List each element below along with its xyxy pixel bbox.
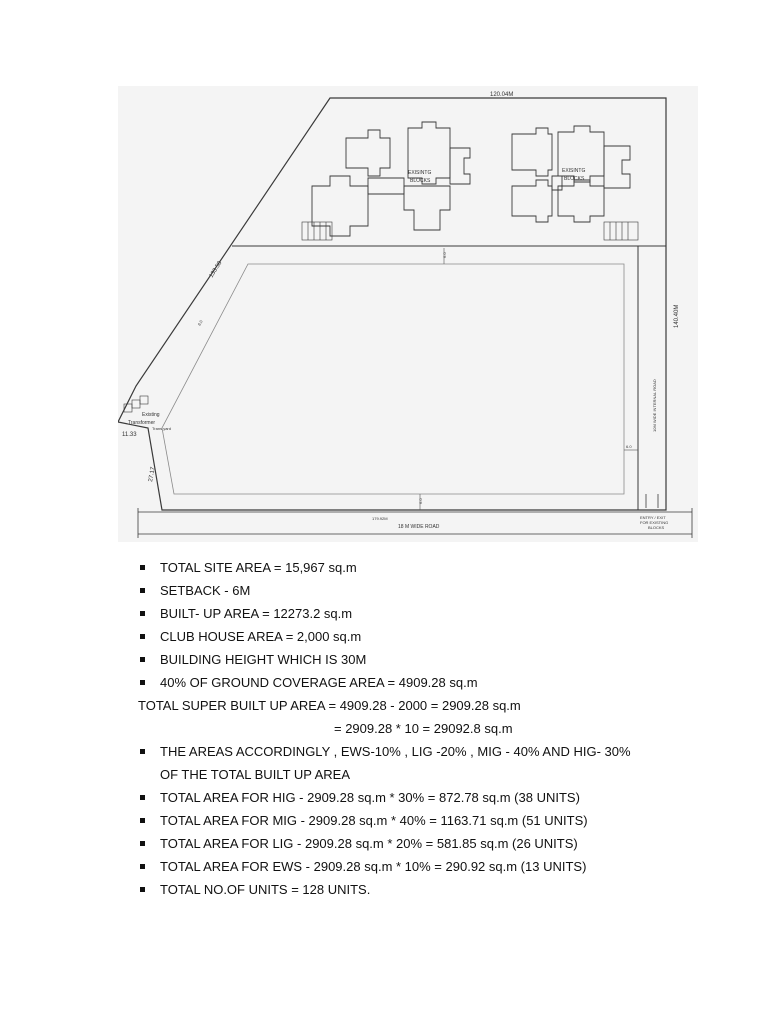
bottom-label: 179.92M (372, 516, 388, 521)
site-boundary (118, 98, 666, 510)
site-plan-svg (118, 86, 698, 542)
units-item: TOTAL NO.OF UNITS = 128 UNITS. (138, 878, 698, 901)
existing-blocks-right-label-2: BLOCKS (564, 176, 585, 182)
diag-label: 133.50 (208, 260, 224, 280)
right-label: 140.40M (674, 304, 680, 328)
stair-right (604, 222, 638, 240)
left-small-label: 11.33 (122, 432, 137, 438)
site-plan-drawing (118, 86, 698, 542)
hig-item: TOTAL AREA FOR HIG - 2909.28 sq.m * 30% = 872.78 sq.m (38 UNITS) (138, 786, 698, 809)
transformer-label-2: Transformer (128, 420, 156, 426)
specs-list (138, 556, 698, 901)
entry-label-3: BLOCKS (648, 525, 665, 530)
existing-blocks-right (512, 126, 630, 222)
site-area-item: TOTAL SITE AREA = 15,967 sq.m (138, 556, 698, 579)
club-house-item: CLUB HOUSE AREA = 2,000 sq.m (138, 625, 698, 648)
setback-label-bottom: 6.0 (418, 498, 423, 504)
setback-item: SETBACK - 6M (138, 579, 698, 602)
transformer-small-label: Trans yard (152, 426, 171, 431)
built-up-item: BUILT- UP AREA = 12273.2 sq.m (138, 602, 698, 625)
mig-item: TOTAL AREA FOR MIG - 2909.28 sq.m * 40% = 1163.71 sq.m (51 UNITS) (138, 809, 698, 832)
stair-left (302, 222, 332, 240)
areas-item-continued: OF THE TOTAL BUILT UP AREA (160, 767, 351, 782)
existing-blocks-right-label-1: EXISINTG (562, 168, 586, 174)
setback-label-top: 6.0 (442, 252, 447, 258)
existing-blocks-left (312, 122, 470, 236)
coverage-item: 40% OF GROUND COVERAGE AREA = 4909.28 sq.m (138, 671, 698, 694)
ews-item: TOTAL AREA FOR EWS - 2909.28 sq.m * 10% = 290.92 sq.m (13 UNITS) (138, 855, 698, 878)
top-width-label: 120.04M (490, 92, 514, 98)
setback-boundary (162, 264, 624, 494)
left-label: 27.17 (148, 466, 157, 483)
areas-item: THE AREAS ACCORDINGLY , EWS-10% , LIG -20% , MIG - 40% AND HIG- 30% (138, 740, 698, 763)
road-label: 18 M WIDE ROAD (398, 524, 440, 530)
super-built-calc-line: = 2909.28 * 10 = 29092.8 sq.m (334, 721, 513, 736)
existing-blocks-left-label-2: BLOCKS (410, 178, 431, 184)
super-built-line: TOTAL SUPER BUILT UP AREA = 4909.28 - 2000 = 2909.28 sq.m (138, 698, 521, 713)
entry-label-1: ENTRY / EXIT (640, 515, 666, 520)
transformer-boxes (124, 396, 148, 412)
entry-label-2: FOR EXISTING (640, 520, 669, 525)
existing-blocks-left-label-1: EXISINTG (408, 170, 432, 176)
setback-label-left: 6.0 (196, 319, 204, 327)
lig-item: TOTAL AREA FOR LIG - 2909.28 sq.m * 20% = 581.85 sq.m (26 UNITS) (138, 832, 698, 855)
setback-label-right: 6.0 (626, 444, 632, 449)
transformer-label-1: Existing (142, 412, 160, 418)
setback-ticks (420, 248, 638, 510)
internal-road-label: 10M WIDE INTERNAL ROAD (652, 379, 657, 432)
height-item: BUILDING HEIGHT WHICH IS 30M (138, 648, 698, 671)
